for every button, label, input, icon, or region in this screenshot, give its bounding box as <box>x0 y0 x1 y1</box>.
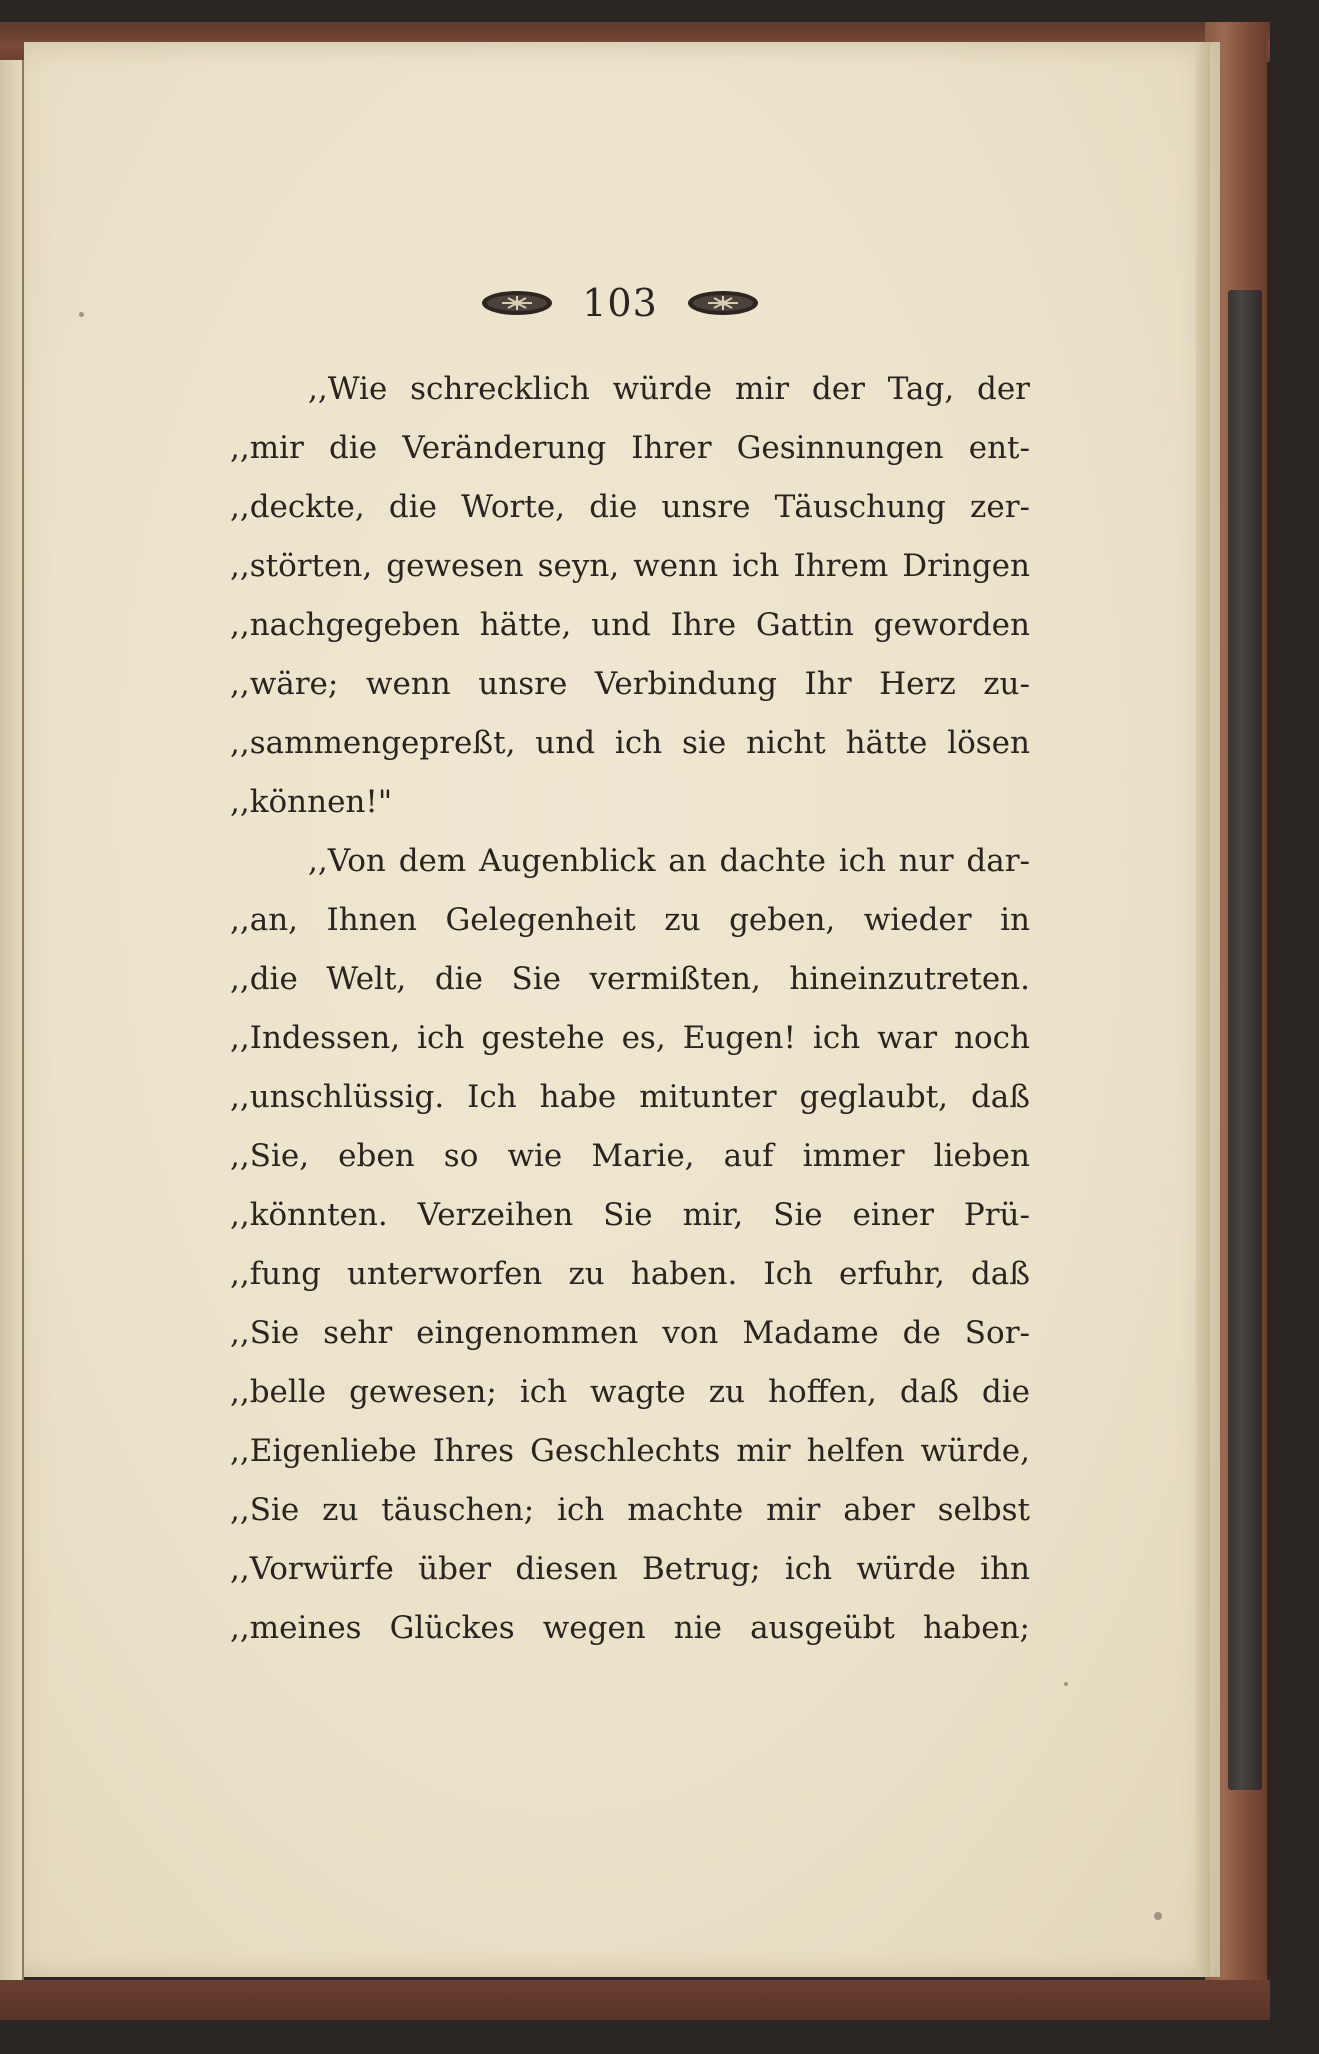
page-number: 103 <box>582 281 658 325</box>
rosette-ornament-icon <box>480 288 554 318</box>
text-line: ,,sammengepreßt, und ich sie nicht hätte lösen <box>230 725 1030 761</box>
body-text <box>230 360 1030 1658</box>
rosette-ornament-icon <box>686 288 760 318</box>
text-line: ,,an, Ihnen Gelegenheit zu geben, wieder in <box>230 902 1030 938</box>
text-line: ,,deckte, die Worte, die unsre Täuschung zer- <box>230 489 1030 525</box>
paper-speck <box>1064 1682 1068 1686</box>
text-line: ,,unschlüssig. Ich habe mitunter geglaubt, daß <box>230 1079 1030 1115</box>
text-line: ,,könnten. Verzeihen Sie mir, Sie einer Prü- <box>230 1197 1030 1233</box>
text-line: ,,nachgegeben hätte, und Ihre Gattin geworden <box>230 607 1030 643</box>
text-line: ,,fung unterworfen zu haben. Ich erfuhr, daß <box>230 1256 1030 1292</box>
text-line: ,,können!" <box>230 784 393 820</box>
text-line: ,,Sie, eben so wie Marie, auf immer lieben <box>230 1138 1030 1174</box>
text-line: ,,Indessen, ich gestehe es, Eugen! ich war noch <box>230 1020 1030 1056</box>
text-line: ,,meines Glückes wegen nie ausgeübt haben; <box>230 1610 1030 1646</box>
text-line: ,,Sie sehr eingenommen von Madame de Sor- <box>230 1315 1030 1351</box>
text-line: ,,Wie schrecklich würde mir der Tag, der <box>308 371 1030 407</box>
text-line: ,,belle gewesen; ich wagte zu hoffen, daß die <box>230 1374 1030 1410</box>
text-line: ,,wäre; wenn unsre Verbindung Ihr Herz zu- <box>230 666 1030 702</box>
text-line: ,,die Welt, die Sie vermißten, hineinzutreten. <box>230 961 1030 997</box>
text-line: ,,Sie zu täuschen; ich machte mir aber selbst <box>230 1492 1030 1528</box>
text-line: ,,störten, gewesen seyn, wenn ich Ihrem Dringen <box>230 548 1030 584</box>
book-spine-board <box>1228 290 1262 1790</box>
text-line: ,,Vorwürfe über diesen Betrug; ich würde ihn <box>230 1551 1030 1587</box>
previous-page-edge <box>0 60 24 1980</box>
text-line: ,,mir die Veränderung Ihrer Gesinnungen ent- <box>230 430 1030 466</box>
text-line: ,,Von dem Augenblick an dachte ich nur dar- <box>308 843 1030 879</box>
paper-speck <box>1154 1912 1162 1920</box>
text-line: ,,Eigenliebe Ihres Geschlechts mir helfen würde, <box>230 1433 1030 1469</box>
page-header <box>0 268 1240 338</box>
book-cover-bottom-edge <box>0 1980 1270 2020</box>
